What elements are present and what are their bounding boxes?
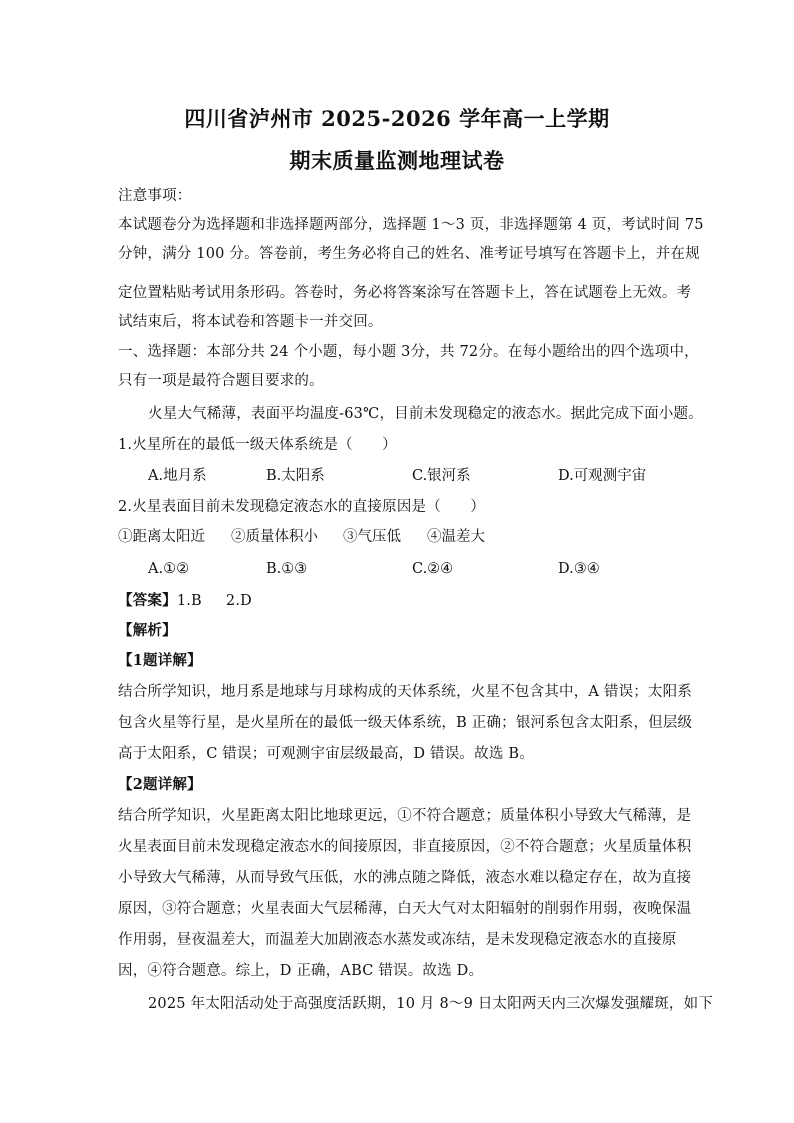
material-paragraph: 火星大气稀薄，表面平均温度-63℃，目前未发现稳定的液态水。据此完成下面小题。: [148, 406, 703, 422]
notice-line: 本试题卷分为选择题和非选择题两部分，选择题 1～3 页，非选择题第 4 页，考试时间 75: [118, 217, 704, 233]
q1-option-a: A.地月系: [148, 468, 207, 484]
question-2-stem: 2.火星表面目前未发现稳定液态水的直接原因是（ ）: [118, 499, 486, 515]
q2-item-4: ④温差大: [427, 529, 485, 545]
section-instruction: 一、选择题：本部分共 24 个小题，每小题 3分，共 72分。在每小题给出的四个选项中，: [118, 344, 699, 360]
q1-analysis-line: 包含火星等行星，是火星所在的最低一级天体系统，B 正确；银河系包含太阳系，但层级: [118, 715, 693, 731]
q2-analysis-line: 小导致大气稀薄，从而导致气压低，水的沸点随之降低，液态水难以稳定存在，故为直接: [118, 870, 692, 886]
notice-line: 分钟，满分 100 分。答卷前，考生务必将自己的姓名、准考证号填写在答题卡上，并在规: [118, 246, 700, 262]
answer-label: 【答案】: [118, 592, 177, 609]
q1-option-c: C.银河系: [412, 468, 471, 484]
notice-line: 试结束后，将本试卷和答题卡一并交回。: [118, 314, 383, 330]
question-1-stem: 1.火星所在的最低一级天体系统是（ ）: [118, 437, 397, 453]
q2-analysis-line: 因，④符合题意。综上，D 正确，ABC 错误。故选 D。: [118, 963, 484, 979]
exam-title-line2: 期末质量监测地理试卷: [289, 148, 505, 173]
exam-title-line1: 四川省泸州市 2025-2026 学年高一上学期: [184, 106, 610, 131]
answer-q1: 1.B: [176, 593, 202, 609]
q2-option-d: D.③④: [558, 561, 600, 577]
q2-analysis-heading: 【2题详解】: [118, 776, 202, 793]
analysis-label: 【解析】: [118, 622, 177, 639]
material-paragraph-2: 2025 年太阳活动处于高强度活跃期，10 月 8～9 日太阳两天内三次爆发强耀斑，如下: [148, 996, 714, 1012]
q2-analysis-line: 作用弱，昼夜温差大，而温差大加剧液态水蒸发或冻结，是未发现稳定液态水的直接原: [118, 932, 677, 948]
answer-q2: 2.D: [225, 593, 252, 609]
q2-item-2: ②质量体积小: [231, 529, 318, 545]
q2-analysis-line: 结合所学知识，火星距离太阳比地球更远，①不符合题意；质量体积小导致大气稀薄，是: [118, 808, 692, 824]
q2-option-c: C.②④: [412, 561, 454, 577]
answer-row: [118, 591, 678, 611]
q1-analysis-line: 高于太阳系，C 错误；可观测宇宙层级最高，D 错误。故选 B。: [118, 746, 534, 762]
notice-heading: 注意事项：: [118, 188, 192, 204]
q2-option-b: B.①③: [266, 561, 308, 577]
q2-item-1: ①距离太阳近: [118, 529, 205, 545]
q1-analysis-heading: 【1题详解】: [118, 652, 202, 669]
q1-option-b: B.太阳系: [266, 468, 325, 484]
q2-option-a: A.①②: [148, 561, 190, 577]
q1-analysis-line: 结合所学知识，地月系是地球与月球构成的天体系统，火星不包含其中，A 错误；太阳系: [118, 684, 693, 700]
q2-analysis-line: 火星表面目前未发现稳定液态水的间接原因，非直接原因，②不符合题意；火星质量体积: [118, 839, 692, 855]
q2-analysis-line: 原因，③符合题意；火星表面大气层稀薄，白天大气对太阳辐射的削弱作用弱，夜晚保温: [118, 901, 692, 917]
notice-line: 定位置粘贴考试用条形码。答卷时，务必将答案涂写在答题卡上，答在试题卷上无效。考: [118, 285, 692, 301]
q1-option-d: D.可观测宇宙: [558, 468, 647, 484]
section-instruction: 只有一项是最符合题目要求的。: [118, 373, 324, 389]
q2-item-3: ③气压低: [343, 529, 401, 545]
